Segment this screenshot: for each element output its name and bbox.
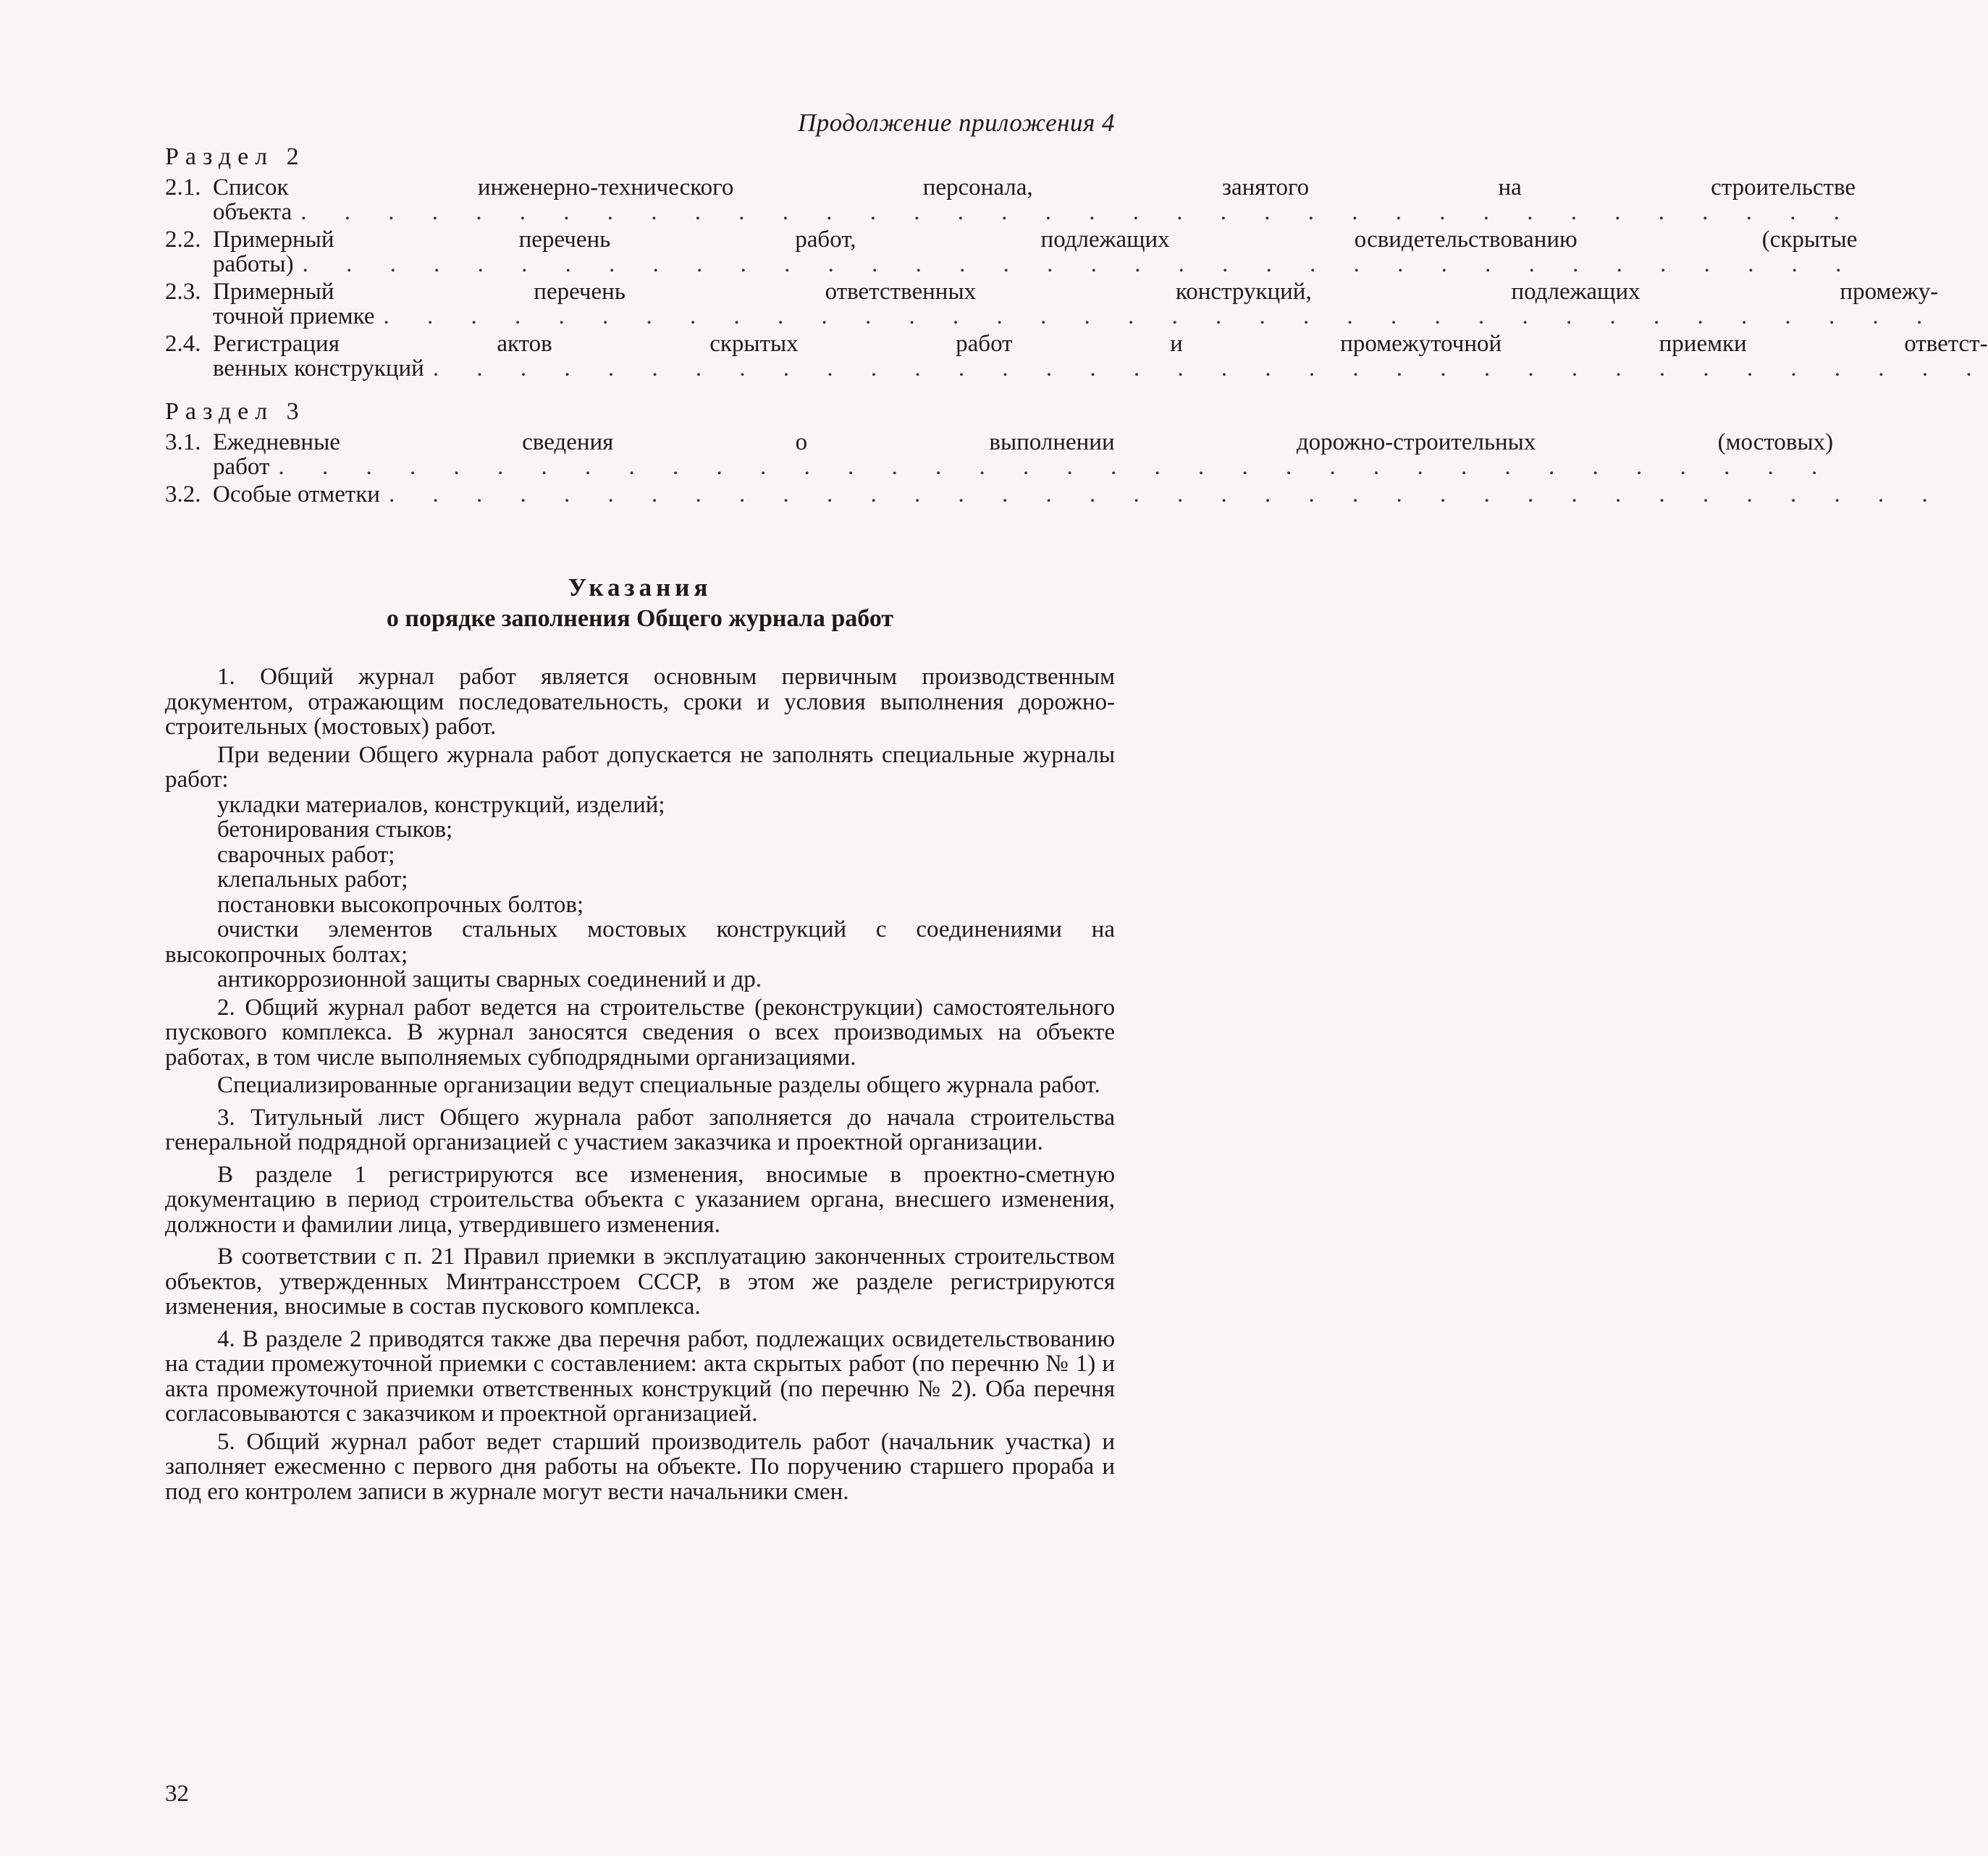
leader-dots: . . . . . . . . . . . . . . . . . . . . . . . . . . . . . . . . . . . . bbox=[300, 199, 1856, 225]
toc-item-number: 2.1. bbox=[165, 174, 201, 201]
paragraph: 4. В разделе 2 приводятся также два перечня работ, подлежащих освидетельствованию на стадии промежуточной приемки с составлением: акта скрытых работ (по перечню № 1) и акта промежуточной приемки ответственных конструкций (по перечню № 2). Оба перечня согласовываются с заказчиком и проектной организацией. bbox=[165, 1325, 1115, 1427]
page-number: 32 bbox=[165, 1781, 189, 1807]
leader-dots: . . . . . . . . . . . . . . . . . . . . . . . . . . . . . . . . . . . . bbox=[388, 481, 1944, 507]
toc-item-text-end: объекта bbox=[213, 199, 292, 225]
toc-item-text-end: работы) bbox=[213, 251, 294, 277]
continuation-label: Продолжение приложения 4 bbox=[797, 109, 1115, 137]
leader-dots: . . . . . . . . . . . . . . . . . . . . . . . . . . . . . . . . . . . . bbox=[383, 303, 1939, 329]
toc-item bbox=[165, 481, 1944, 507]
toc-item-text: Регистрация актов скрытых работ и промежуточной приемки ответст- bbox=[213, 331, 1988, 357]
section-2 bbox=[165, 142, 1988, 384]
toc-item-number: 2.4. bbox=[165, 331, 201, 357]
toc-item bbox=[165, 174, 1856, 225]
paragraph: 1. Общий журнал работ является основным первичным производственным документом, отражающим последовательность, сроки и условия выполнения дорожно-строительных (мостовых) работ. bbox=[165, 664, 1115, 740]
instructions-subtitle: о порядке заполнения Общего журнала работ bbox=[386, 605, 894, 632]
section-2-heading: Раздел 2 bbox=[165, 143, 306, 170]
paragraph: В разделе 1 регистрируются все изменения, вносимые в проектно-сметную документацию в период строительства объекта с указанием органа, внесшего изменения, должности и фамилии лица, утвердившего изменения. bbox=[165, 1161, 1115, 1238]
toc-item-number: 2.3. bbox=[165, 279, 201, 305]
toc-item bbox=[165, 331, 1988, 381]
toc-item-number: 2.2. bbox=[165, 227, 201, 253]
paragraph: 5. Общий журнал работ ведет старший производитель работ (начальник участка) и заполняет ежесменно с первого дня работы на объекте. По поручению старшего прораба и под его контролем записи в журнале могут вести начальники смен. bbox=[165, 1428, 1115, 1505]
list-item: клепальных работ; bbox=[217, 866, 408, 893]
toc-item bbox=[165, 227, 1858, 277]
toc-item-text: Примерный перечень работ, подлежащих освидетельствованию (скрытые bbox=[213, 227, 1858, 253]
toc-item-text: Ежедневные сведения о выполнении дорожно-строительных (мостовых) bbox=[213, 429, 1834, 455]
list-item: сварочных работ; bbox=[217, 841, 395, 868]
list-item: очистки элементов стальных мостовых конструкций с соединениями на высокопрочных болтах; bbox=[165, 916, 1115, 968]
paragraph: В соответствии с п. 21 Правил приемки в эксплуатацию законченных строительством объектов, утвержденных Минтрансстроем СССР, в этом же разделе регистрируются изменения, вносимые в состав пускового комплекса. bbox=[165, 1244, 1115, 1320]
toc-item-text: Список инженерно-технического персонала, занятого на строительстве bbox=[213, 174, 1856, 201]
toc-item-number: 3.2. bbox=[165, 481, 201, 507]
paragraph: 3. Титульный лист Общего журнала работ заполняется до начала строительства генеральной подрядной организацией с участием заказчика и проектной организации. bbox=[165, 1104, 1115, 1155]
instructions-body bbox=[165, 665, 1115, 1507]
list-item: антикоррозионной защиты сварных соединений и др. bbox=[217, 966, 762, 992]
paragraph: 2. Общий журнал работ ведется на строительстве (реконструкции) самостоятельного пускового комплекса. В журнал заносятся сведения о всех производимых на объекте работах, в том числе выполняемых субподрядными организациями. bbox=[165, 994, 1115, 1071]
toc-item-text-end: Особые отметки bbox=[213, 481, 380, 507]
section-3 bbox=[165, 397, 1944, 510]
section-3-heading: Раздел 3 bbox=[165, 398, 306, 425]
toc-item-number: 3.1. bbox=[165, 429, 201, 455]
paragraph: Специализированные организации ведут специальные разделы общего журнала работ. bbox=[217, 1072, 1100, 1098]
toc-item-text-end: работ bbox=[213, 454, 270, 480]
paragraph: При ведении Общего журнала работ допускается не заполнять специальные журналы работ: bbox=[165, 741, 1115, 793]
toc-item-text-end: точной приемке bbox=[213, 303, 375, 329]
leader-dots: . . . . . . . . . . . . . . . . . . . . . . . . . . . . . . . . . . . . bbox=[432, 355, 1988, 381]
list-item: укладки материалов, конструкций, изделий; bbox=[217, 791, 665, 818]
list-item: бетонирования стыков; bbox=[217, 817, 453, 843]
list-item: постановки высокопрочных болтов; bbox=[217, 891, 584, 918]
toc-item bbox=[165, 279, 1939, 329]
instructions-heading bbox=[165, 572, 1115, 634]
instructions-title: Указания bbox=[568, 573, 712, 602]
toc-item-text-end: венных конструкций bbox=[213, 355, 424, 381]
toc-item-text: Примерный перечень ответственных конструкций, подлежащих промежу- bbox=[213, 279, 1939, 305]
leader-dots: . . . . . . . . . . . . . . . . . . . . . . . . . . . . . . . . . . . . bbox=[302, 251, 1858, 277]
leader-dots: . . . . . . . . . . . . . . . . . . . . . . . . . . . . . . . . . . . . bbox=[278, 454, 1834, 480]
toc-item bbox=[165, 429, 1834, 480]
